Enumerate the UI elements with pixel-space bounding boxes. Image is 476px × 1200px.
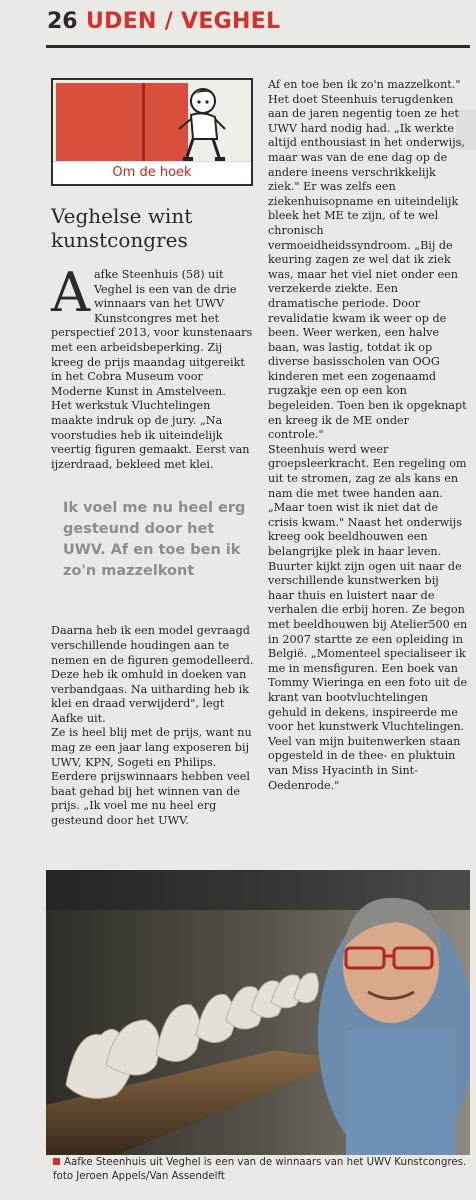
photo-credit: foto Jeroen Appels/Van Assendelft [53, 1171, 225, 1182]
paragraph: Daarna heb ik een model gevraagd verschillende houdingen aan te nemen en de figuren gemodelleerd. Deze heb ik omhuld in doeken van verbandgaas. Na uitharding heb ik klei en draad verwijderd", legt Aafke uit. [51, 624, 254, 725]
article-right-column [268, 78, 468, 793]
rubric-label: Om de hoek [53, 161, 251, 184]
rubric-red-line [142, 83, 145, 161]
paragraph: Het werkstuk Vluchtelingen maakte indruk op de jury. „Na voorstudies heb ik uiteindelijk veertig figuren gemaakt. Eerst van ijzerdraad, bekleed met klei. [51, 399, 250, 471]
rubric-box [51, 78, 253, 186]
drop-cap: A [51, 261, 90, 324]
paragraph: Ze is heel blij met de prijs, want nu mag ze een jaar lang exposeren bij UWV, KPN, Sogeti en Philips. Eerdere prijswinnaars hebben veel baat gehad bij het winnen van de prijs. „Ik voel me nu heel erg gesteund door het UWV. [51, 726, 252, 828]
page-number: 26 [47, 9, 78, 34]
paragraph: Af en toe ben ik zo'n mazzelkont." [268, 78, 461, 91]
caption-marker [53, 1158, 60, 1165]
article-photo [46, 870, 470, 1155]
lead-paragraph [51, 261, 254, 399]
header-rule [46, 45, 470, 48]
lead-text: afke Steenhuis (58) uit Veghel is een van de drie winnaars van het UWV Kunstcongres met het perspectief 2013, voor kunstenaars met een arbeidsbeperking. Zij kreeg de prijs maandag uitgereikt in het Cobra Museum voor Moderne Kunst in Amstelveen. [51, 268, 253, 398]
rubric-cartoon-figure-icon [169, 83, 229, 163]
photo-caption [53, 1156, 471, 1184]
caption-text: Aafke Steenhuis uit Veghel is een van de winnaars van het UWV Kunstcongres. [64, 1157, 467, 1168]
paragraph: Steenhuis werd weer groepsleerkracht. Een regeling om uit te stromen, zag ze als kans en nam die met twee handen aan. „Maar toen wist ik niet dat de crisis kwam." Naast het onderwijs kreeg ook beeldhouwen een belangrijke plek in haar leven. Buurter kijkt zijn ogen uit naar de verschillende kunstwerken bij haar thuis en luistert naar de verhalen die erbij horen. Ze begon met beeldhouwen bij Atelier500 en in 2007 startte ze een opleiding in België. „Momenteel specialiseer ik me in mensfiguren. Een boek van Tommy Wieringa en een foto uit de krant van bootvluchtelingen gehuld in dekens, inspireerde me voor het kunstwerk Vluchtelingen. Veel van mijn buitenwerken staan opgesteld in de thee- en pluktuin van Miss Hyacinth in Sint-Oedenrode." [268, 442, 468, 792]
pull-quote: Ik voel me nu heel erg gesteund door het UWV. Af en toe ben ik zo'n mazzelkont [63, 500, 246, 580]
section-title: UDEN / VEGHEL [86, 9, 281, 34]
page-header [38, 6, 470, 42]
article-headline: Veghelse wint kunstcongres [51, 204, 193, 252]
article-body-left [51, 261, 254, 829]
article-left-column [51, 78, 254, 829]
paragraph: Het doet Steenhuis terugdenken aan de jaren negentig toen ze het UWV hard nodig had. „Ik werkte altijd enthousiast in het onderwijs, maar was van de ene dag op de andere ineens verschrikkelijk ziek." Er was zelfs een ziekenhuisopname en uiteindelijk bleek het ME te zijn, of te wel chronisch vermoeidheidssyndroom. „Bij de keuring zagen ze wel dat ik ziek was, maar het viel niet onder een verzekerde ziekte. Een dramatische periode. Door revalidatie kwam ik weer op de been. Weer werken, een halve baan, was lastig, totdat ik op diverse basisscholen van OOG kinderen met een zogenaamd rugzakje een op een kon begeleiden. Toen ben ik opgeknapt en kreeg ik de ME onder controle." [268, 92, 467, 442]
